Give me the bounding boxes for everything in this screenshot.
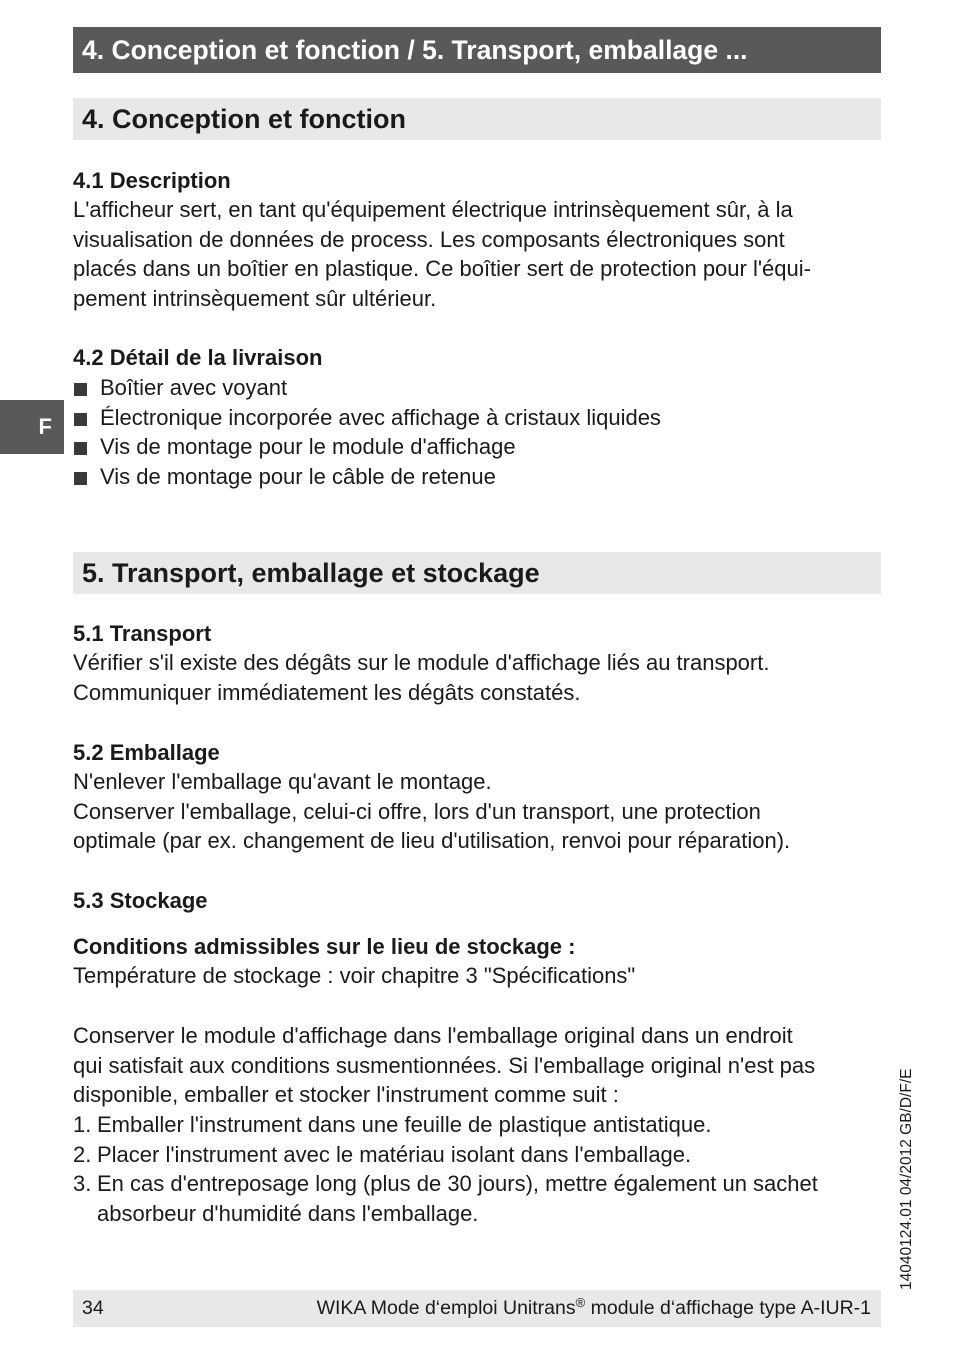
step-number: 3.	[73, 1171, 92, 1197]
step-text: Placer l'instrument avec le matériau isolant dans l'emballage.	[97, 1141, 692, 1167]
footer-text-start: WIKA Mode d‘emploi Unitrans	[316, 1297, 576, 1319]
list-item-label: Boîtier avec voyant	[100, 375, 288, 400]
text-line: visualisation de données de process. Les composants électroniques sont	[73, 226, 785, 252]
storage-temperature-text	[73, 961, 883, 991]
text-line: L'afficheur sert, en tant qu'équipement électrique intrinsèquement sûr, à la	[73, 197, 793, 222]
step-text: Emballer l'instrument dans une feuille de plastique antistatique.	[97, 1112, 712, 1137]
step-text: absorbeur d'humidité dans l'emballage.	[97, 1200, 479, 1226]
storage-intro-text	[73, 1021, 883, 1110]
text-line: Conserver l'emballage, celui-ci offre, lors d'un transport, une protection	[73, 798, 761, 824]
delivery-list	[73, 373, 661, 491]
subsection-4-1-heading: 4.1 Description	[73, 168, 231, 193]
text-line: placés dans un boîtier en plastique. Ce boîtier sert de protection pour l'équi-	[73, 256, 811, 282]
text-line: Température de stockage : voir chapitre 3 "Spécifications"	[73, 963, 636, 988]
list-item	[73, 373, 661, 403]
registered-mark: ®	[575, 1295, 586, 1310]
subsection-5-1-heading: 5.1 Transport	[73, 621, 212, 646]
step-number: 1.	[73, 1112, 92, 1137]
list-item-label: Vis de montage pour le câble de retenue	[100, 463, 496, 489]
storage-conditions-heading: Conditions admissibles sur le lieu de stockage :	[73, 934, 576, 959]
subsection-4-1-text	[73, 195, 883, 313]
bullet-square-icon	[74, 383, 87, 396]
list-item	[73, 432, 661, 462]
text-line: Conserver le module d'affichage dans l'emballage original dans un endroit	[73, 1023, 793, 1048]
text-line: N'enlever l'emballage qu'avant le montage.	[73, 769, 492, 794]
text-line: Communiquer immédiatement les dégâts constatés.	[73, 679, 581, 705]
bullet-square-icon	[74, 413, 87, 426]
page-footer	[73, 1290, 881, 1327]
chapter-banner: 4. Conception et fonction / 5. Transport, emballage ...	[73, 27, 881, 73]
list-item-label: Électronique incorporée avec affichage à cristaux liquides	[100, 404, 661, 430]
page-number: 34	[82, 1297, 104, 1319]
text-line: disponible, emballer et stocker l'instrument comme suit :	[73, 1082, 619, 1108]
step-number: 2.	[73, 1141, 92, 1167]
section-5-title: 5. Transport, emballage et stockage	[73, 552, 881, 594]
text-line: Vérifier s'il existe des dégâts sur le module d'affichage liés au transport.	[73, 650, 770, 675]
text-line: pement intrinsèquement sûr ultérieur.	[73, 285, 437, 311]
bullet-square-icon	[74, 472, 87, 485]
storage-steps-list	[73, 1110, 818, 1228]
list-item	[73, 1169, 818, 1228]
language-tab: F	[0, 400, 64, 454]
text-line: qui satisfait aux conditions susmentionnées. Si l'emballage original n'est pas	[73, 1052, 816, 1078]
list-item	[73, 1140, 818, 1170]
subsection-4-2-heading: 4.2 Détail de la livraison	[73, 345, 323, 370]
list-item	[73, 403, 661, 433]
list-item-label: Vis de montage pour le module d'affichage	[100, 434, 516, 460]
list-item	[73, 462, 661, 492]
subsection-5-3-heading: 5.3 Stockage	[73, 888, 208, 913]
list-item	[73, 1110, 818, 1140]
step-text: En cas d'entreposage long (plus de 30 jours), mettre également un sachet	[97, 1171, 818, 1197]
footer-text-end: module d‘affichage type A-IUR-1	[585, 1297, 871, 1319]
subsection-5-2-heading: 5.2 Emballage	[73, 740, 220, 765]
section-4-title: 4. Conception et fonction	[73, 98, 881, 140]
subsection-5-2-text	[73, 767, 883, 856]
text-line: optimale (par ex. changement de lieu d'utilisation, renvoi pour réparation).	[73, 828, 791, 854]
subsection-5-1-text	[73, 648, 883, 707]
footer-title	[317, 1290, 871, 1327]
bullet-square-icon	[74, 442, 87, 455]
document-code: 14040124.01 04/2012 GB/D/F/E	[898, 1068, 915, 1290]
